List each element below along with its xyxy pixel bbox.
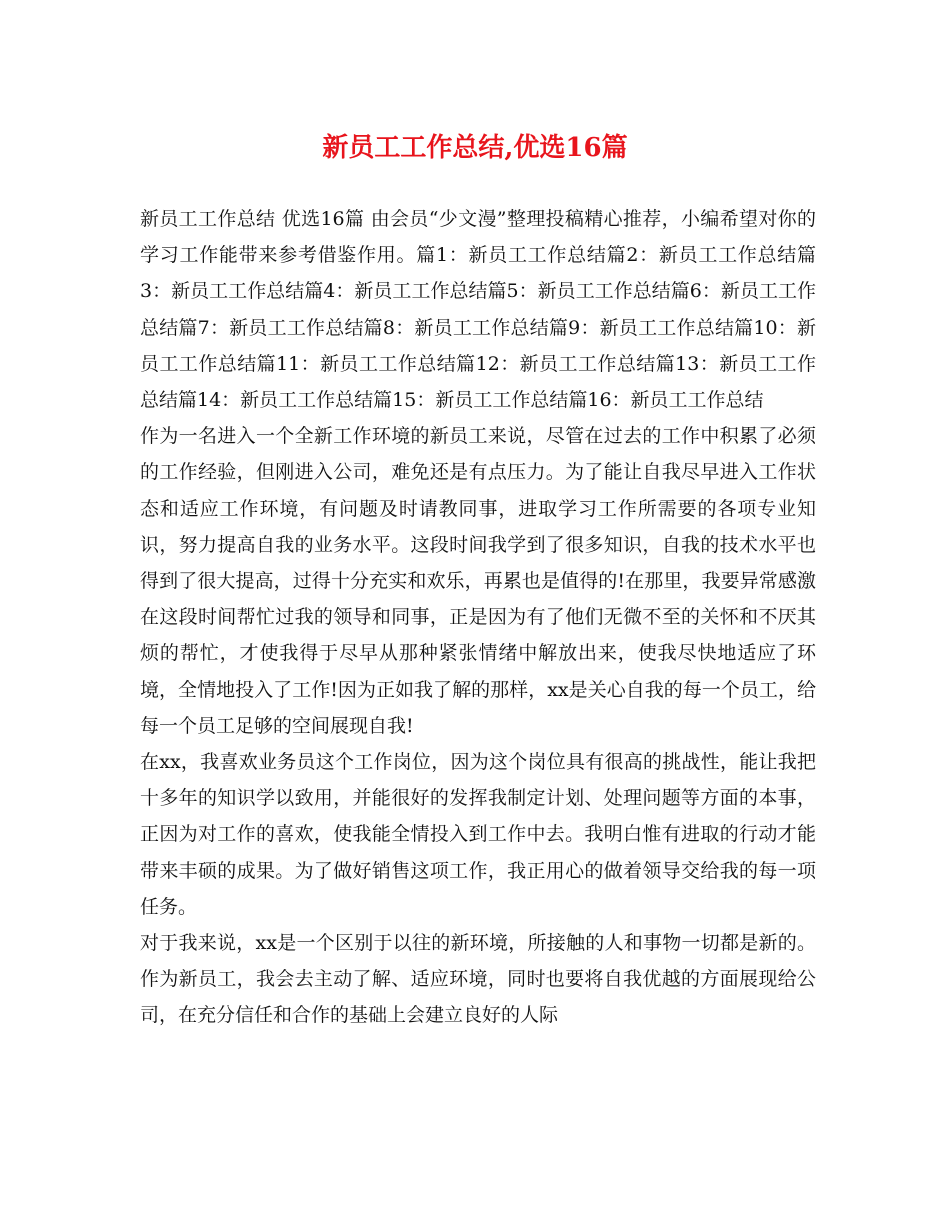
paragraph-2: 在xx，我喜欢业务员这个工作岗位，因为这个岗位具有很高的挑战性，能让我把十多年的知识学以致用，并能很好的发挥我制定计划、处理问题等方面的本事，正因为对工作的喜欢，使我能全情投入到工作中去。我明白惟有进取的行动才能带来丰硕的成果。为了做好销售这项工作，我正用心的做着领导交给我的每一项任务。 [140,751,816,918]
document-body [140,201,816,1034]
paragraph-intro: 新员工工作总结 优选16篇 由会员“少文漫”整理投稿精心推荐，小编希望对你的学习工作能带来参考借鉴作用。篇1：新员工工作总结篇2：新员工工作总结篇3：新员工工作总结篇4：新员工工作总结篇5：新员工工作总结篇6：新员工工作总结篇7：新员工工作总结篇8：新员工工作总结篇9：新员工工作总结篇10：新员工工作总结篇11：新员工工作总结篇12：新员工工作总结篇13：新员工工作总结篇14：新员工工作总结篇15：新员工工作总结篇16：新员工工作总结 [140,208,816,412]
paragraph-3: 对于我来说，xx是一个区别于以往的新环境，所接触的人和事物一切都是新的。作为新员工，我会去主动了解、适应环境，同时也要将自我优越的方面展现给公司，在充分信任和合作的基础上会建立良好的人际 [140,932,816,1027]
paragraph-1: 作为一名进入一个全新工作环境的新员工来说，尽管在过去的工作中积累了必须的工作经验，但刚进入公司，难免还是有点压力。为了能让自我尽早进入工作状态和适应工作环境，有问题及时请教同事，进取学习工作所需要的各项专业知识，努力提高自我的业务水平。这段时间我学到了很多知识，自我的技术水平也得到了很大提高，过得十分充实和欢乐，再累也是值得的!在那里，我要异常感激在这段时间帮忙过我的领导和同事，正是因为有了他们无微不至的关怀和不厌其烦的帮忙，才使我得于尽早从那种紧张情绪中解放出来，使我尽快地适应了环境，全情地投入了工作!因为正如我了解的那样，xx是关心自我的每一个员工，给每一个员工足够的空间展现自我! [140,425,816,737]
document-title: 新员工工作总结,优选16篇 [322,133,628,163]
